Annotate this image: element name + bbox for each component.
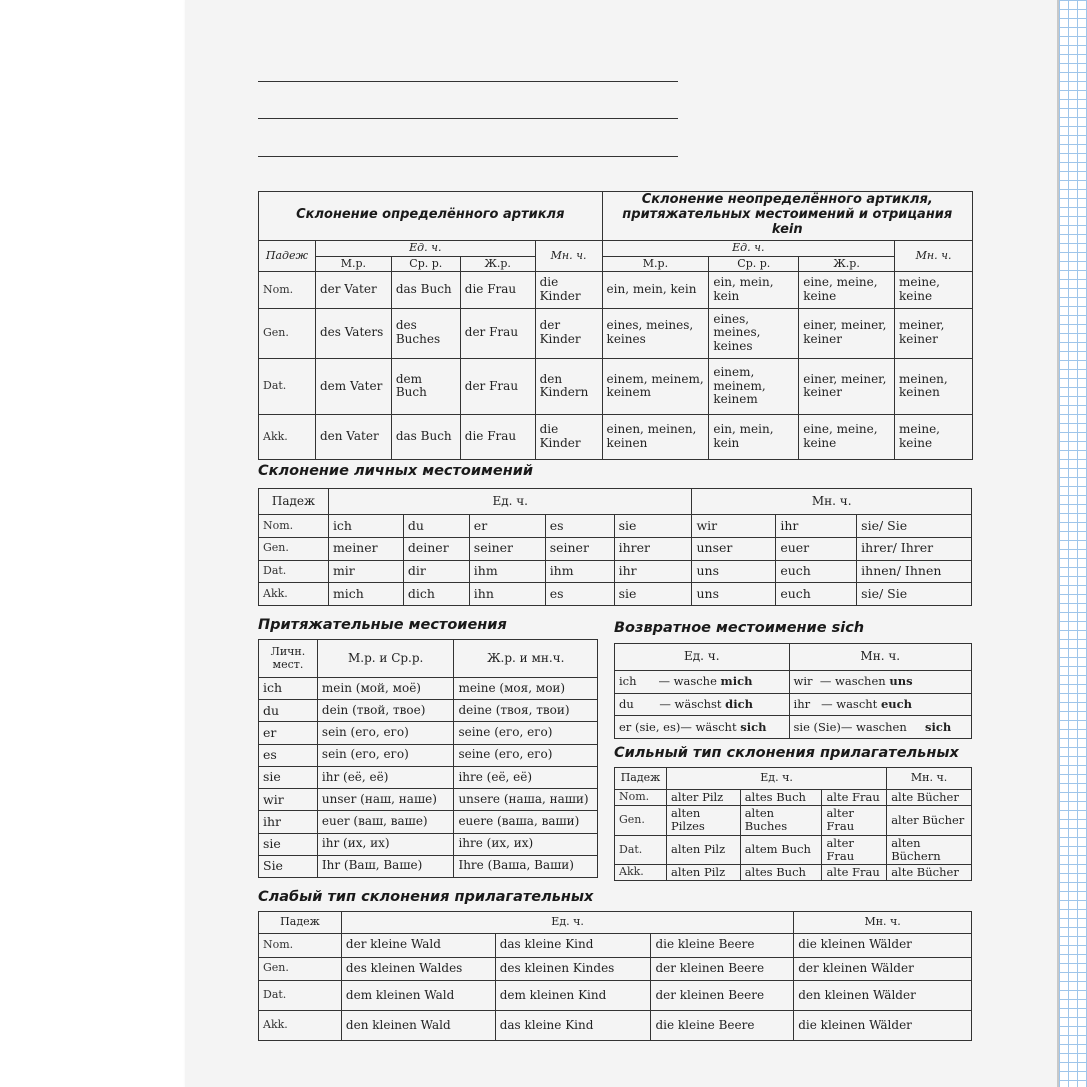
table-row xyxy=(259,766,598,788)
cell: ihm xyxy=(469,560,545,583)
table-row xyxy=(259,855,598,877)
case-label: Gen. xyxy=(259,957,342,981)
indefinite-article-title: Склонение неопределённого артикля, притяжательных местоимений и отрицания kein xyxy=(602,192,972,241)
person-cell: ich xyxy=(259,678,318,700)
personal-pronouns-title: Склонение личных местоимений xyxy=(258,463,534,479)
cell: des kleinen Waldes xyxy=(341,957,495,981)
cell: das Buch xyxy=(391,415,460,460)
cell: altes Buch xyxy=(740,790,822,806)
cell: euer (ваш, ваше) xyxy=(317,811,454,833)
verb: — wascht xyxy=(821,696,881,711)
case-header: Падеж xyxy=(259,240,316,272)
case-label: Nom. xyxy=(259,934,342,958)
cell: den kleinen Wälder xyxy=(794,981,972,1011)
case-header: Падеж xyxy=(259,912,342,934)
cell: altem Buch xyxy=(740,835,822,864)
table-row xyxy=(259,833,598,855)
table-row xyxy=(615,835,972,864)
cell: ihm xyxy=(545,560,614,583)
cell: uns xyxy=(692,583,776,606)
cell: es xyxy=(545,515,614,538)
table-row xyxy=(259,537,972,560)
cell: der Vater xyxy=(315,272,391,309)
cell: dir xyxy=(403,560,469,583)
cell: meiner xyxy=(328,537,403,560)
gender-header: М.р. xyxy=(602,256,709,272)
cell: eine, meine, keine xyxy=(799,272,895,309)
cell: die Frau xyxy=(460,272,535,309)
verb: — wäscht xyxy=(680,719,741,734)
cell: alten Buches xyxy=(740,806,822,835)
gender-header: Ж.р. xyxy=(460,256,535,272)
cell: eines, meines, keines xyxy=(709,308,799,358)
cell: der kleine Wald xyxy=(341,934,495,958)
cell: der kleinen Wälder xyxy=(794,957,972,981)
table-row xyxy=(615,865,972,881)
case-label: Dat. xyxy=(615,835,667,864)
cell: die Frau xyxy=(460,415,535,460)
table-row xyxy=(259,700,598,722)
plural-header: Мн. ч. xyxy=(692,489,972,515)
plural-header: Мн. ч. xyxy=(887,768,972,790)
cell: seine (его, его) xyxy=(454,744,598,766)
cell: meine, keine xyxy=(895,415,973,460)
cell: ihr xyxy=(614,560,692,583)
cell: den Vater xyxy=(315,415,391,460)
table-row xyxy=(615,716,972,739)
cell: ein, mein, kein xyxy=(709,415,799,460)
person-cell: sie xyxy=(259,833,318,855)
cell: alte Frau xyxy=(822,865,887,881)
cell: die Kinder xyxy=(535,272,602,309)
cell: einen, meinen, keinen xyxy=(602,415,709,460)
name-line-3[interactable] xyxy=(258,156,678,157)
cell: ihre (её, её) xyxy=(454,766,598,788)
cell: sein (его, его) xyxy=(317,744,454,766)
table-row xyxy=(259,560,972,583)
reflexive-form: sich xyxy=(740,719,767,734)
definite-article-title: Склонение определённого артикля xyxy=(259,192,603,241)
cell: ihrer/ Ihrer xyxy=(857,537,972,560)
cell: ich xyxy=(328,515,403,538)
cell: alter Frau xyxy=(822,835,887,864)
cell: ihrer xyxy=(614,537,692,560)
cell: die kleine Beere xyxy=(651,1011,794,1041)
cell: dich xyxy=(403,583,469,606)
case-label: Dat. xyxy=(259,358,316,415)
case-label: Gen. xyxy=(259,537,329,560)
name-line-2[interactable] xyxy=(258,118,678,119)
person: er (sie, es) xyxy=(619,719,681,734)
cell: mich xyxy=(328,583,403,606)
cell: die Kinder xyxy=(535,415,602,460)
cell: alter Pilz xyxy=(666,790,740,806)
cell: die kleinen Wälder xyxy=(794,1011,972,1041)
cell: den kleinen Wald xyxy=(341,1011,495,1041)
gender-header: Ср. р. xyxy=(709,256,799,272)
case-label: Gen. xyxy=(259,308,316,358)
possessive-pronouns-title: Притяжательные местоиения xyxy=(258,617,507,633)
cell: ein, mein, kein xyxy=(602,272,709,309)
cell: sein (его, его) xyxy=(317,722,454,744)
cell: seine (его, его) xyxy=(454,722,598,744)
cell: die kleinen Wälder xyxy=(794,934,972,958)
cell: euer xyxy=(776,537,857,560)
person: du xyxy=(619,696,634,711)
cell: der Frau xyxy=(460,358,535,415)
cell: Ihr (Ваш, Ваше) xyxy=(317,855,454,877)
cell: die kleine Beere xyxy=(651,934,794,958)
cell: ihre (их, их) xyxy=(454,833,598,855)
table-row xyxy=(259,744,598,766)
case-label: Akk. xyxy=(259,415,316,460)
table-row xyxy=(259,981,972,1011)
cell: ihn xyxy=(469,583,545,606)
articles-table xyxy=(258,191,973,460)
person-cell: wir xyxy=(259,789,318,811)
cell: Ihre (Ваша, Ваши) xyxy=(454,855,598,877)
gender-header: Ж.р. xyxy=(799,256,895,272)
cell: deiner xyxy=(403,537,469,560)
reflexive-form: uns xyxy=(889,674,913,689)
cell: sie xyxy=(614,583,692,606)
table-row xyxy=(259,934,972,958)
singular-header: Ед. ч. xyxy=(615,644,790,671)
cell: wir xyxy=(692,515,776,538)
table-row xyxy=(259,515,972,538)
table-row xyxy=(259,583,972,606)
cell: das kleine Kind xyxy=(495,934,651,958)
verb: — wasche xyxy=(658,674,721,689)
reflexive-form: euch xyxy=(880,696,913,711)
case-label: Dat. xyxy=(259,981,342,1011)
person-cell: ihr xyxy=(259,811,318,833)
strong-declension-title: Сильный тип склонения прилагательных xyxy=(614,745,959,761)
case-header: Падеж xyxy=(259,489,329,515)
cell: des kleinen Kindes xyxy=(495,957,651,981)
possessive-pronouns-table xyxy=(258,639,598,878)
cell: einer, meiner, keiner xyxy=(799,358,895,415)
cell: alte Frau xyxy=(822,790,887,806)
weak-declension-title: Слабый тип склонения прилагательных xyxy=(258,889,594,905)
table-row xyxy=(259,811,598,833)
cell: eine, meine, keine xyxy=(799,415,895,460)
singular-header: Ед. ч. xyxy=(328,489,692,515)
cell: dem kleinen Kind xyxy=(495,981,651,1011)
table-row xyxy=(259,358,973,415)
table-row xyxy=(259,272,973,309)
cell: euch xyxy=(776,583,857,606)
reflexive-pronoun-table xyxy=(614,643,972,739)
case-label: Nom. xyxy=(259,515,329,538)
cell: es xyxy=(545,583,614,606)
grid-paper-edge xyxy=(1057,0,1087,1087)
table-row xyxy=(259,957,972,981)
gender-header: М.р. xyxy=(315,256,391,272)
cell: des Vaters xyxy=(315,308,391,358)
cell: du xyxy=(403,515,469,538)
singular-header: Ед. ч. xyxy=(666,768,886,790)
cell: einem, meinem, keinem xyxy=(602,358,709,415)
case-label: Akk. xyxy=(615,865,667,881)
cell: sie/ Sie xyxy=(857,583,972,606)
cell: mir xyxy=(328,560,403,583)
cell: meine (моя, мои) xyxy=(454,678,598,700)
cell: alter Frau xyxy=(822,806,887,835)
cell: eines, meines, keines xyxy=(602,308,709,358)
strong-declension-table xyxy=(614,767,972,881)
cell: mein (мой, моё) xyxy=(317,678,454,700)
cell: ihr (их, их) xyxy=(317,833,454,855)
person: sie (Sie) xyxy=(793,719,841,734)
table-row xyxy=(259,308,973,358)
cell: den Kindern xyxy=(535,358,602,415)
cell: seiner xyxy=(469,537,545,560)
cell: alter Bücher xyxy=(887,806,972,835)
cell: das kleine Kind xyxy=(495,1011,651,1041)
cell: euere (ваша, ваши) xyxy=(454,811,598,833)
table-row xyxy=(259,722,598,744)
cell: seiner xyxy=(545,537,614,560)
reflexive-form: mich xyxy=(720,674,753,689)
table-row xyxy=(615,806,972,835)
table-row xyxy=(615,671,972,694)
plural-header: Мн. ч. xyxy=(895,240,973,272)
cell: meine, keine xyxy=(895,272,973,309)
person-cell: du xyxy=(259,700,318,722)
person: ihr xyxy=(793,696,811,711)
cell: alten Pilz xyxy=(666,835,740,864)
singular-header: Ед. ч. xyxy=(341,912,793,934)
cell: dein (твой, твое) xyxy=(317,700,454,722)
singular-header: Ед. ч. xyxy=(602,240,894,256)
cell: der kleinen Beere xyxy=(651,981,794,1011)
case-label: Nom. xyxy=(615,790,667,806)
table-row xyxy=(615,790,972,806)
table-row xyxy=(259,678,598,700)
table-row xyxy=(259,789,598,811)
cell: uns xyxy=(692,560,776,583)
cell: unser (наш, наше) xyxy=(317,789,454,811)
plural-header: Мн. ч. xyxy=(794,912,972,934)
cell: der Kinder xyxy=(535,308,602,358)
cell: altes Buch xyxy=(740,865,822,881)
cell: er xyxy=(469,515,545,538)
cell: der kleinen Beere xyxy=(651,957,794,981)
personal-pronouns-table xyxy=(258,488,972,606)
cell: euch xyxy=(776,560,857,583)
cell: sie/ Sie xyxy=(857,515,972,538)
cell: einem, meinem, keinem xyxy=(709,358,799,415)
cell: meiner, keiner xyxy=(895,308,973,358)
case-label: Akk. xyxy=(259,1011,342,1041)
cell: unsere (наша, наши) xyxy=(454,789,598,811)
table-row xyxy=(259,1011,972,1041)
person-cell: er xyxy=(259,722,318,744)
person-cell: es xyxy=(259,744,318,766)
gender-header: Ср. р. xyxy=(391,256,460,272)
cell: alte Bücher xyxy=(887,790,972,806)
case-label: Dat. xyxy=(259,560,329,583)
plural-header: Мн. ч. xyxy=(789,644,971,671)
cell: ihr xyxy=(776,515,857,538)
weak-declension-table xyxy=(258,911,972,1041)
verb: — waschen xyxy=(819,674,890,689)
person-header: Личн. мест. xyxy=(259,640,318,678)
cell: das Buch xyxy=(391,272,460,309)
person-cell: Sie xyxy=(259,855,318,877)
reflexive-pronoun-title: Возвратное местоимение sich xyxy=(614,620,865,636)
cell: des Buches xyxy=(391,308,460,358)
person: ich xyxy=(619,674,637,689)
cell: einer, meiner, keiner xyxy=(799,308,895,358)
cell: dem Buch xyxy=(391,358,460,415)
case-header: Падеж xyxy=(615,768,667,790)
cell: sie xyxy=(614,515,692,538)
reflexive-form: dich xyxy=(725,696,753,711)
masc-neut-header: М.р. и Ср.р. xyxy=(317,640,454,678)
person: wir xyxy=(793,674,813,689)
fem-plural-header: Ж.р. и мн.ч. xyxy=(454,640,598,678)
cell: alten Büchern xyxy=(887,835,972,864)
cell: der Frau xyxy=(460,308,535,358)
verb: — wäschst xyxy=(659,696,726,711)
table-row xyxy=(259,415,973,460)
cell: deine (твоя, твои) xyxy=(454,700,598,722)
cell: dem kleinen Wald xyxy=(341,981,495,1011)
case-label: Akk. xyxy=(259,583,329,606)
cell: alten Pilzes xyxy=(666,806,740,835)
cell: unser xyxy=(692,537,776,560)
case-label: Nom. xyxy=(259,272,316,309)
table-row xyxy=(615,693,972,716)
cell: meinen, keinen xyxy=(895,358,973,415)
cell: ein, mein, kein xyxy=(709,272,799,309)
plural-header: Мн. ч. xyxy=(535,240,602,272)
cell: ihnen/ Ihnen xyxy=(857,560,972,583)
verb: — waschen xyxy=(840,719,911,734)
reflexive-form: sich xyxy=(925,719,952,734)
person-cell: sie xyxy=(259,766,318,788)
cell: alten Pilz xyxy=(666,865,740,881)
name-line-1[interactable] xyxy=(258,81,678,82)
case-label: Gen. xyxy=(615,806,667,835)
cell: ihr (её, её) xyxy=(317,766,454,788)
cell: dem Vater xyxy=(315,358,391,415)
singular-header: Ед. ч. xyxy=(315,240,535,256)
cell: alte Bücher xyxy=(887,865,972,881)
